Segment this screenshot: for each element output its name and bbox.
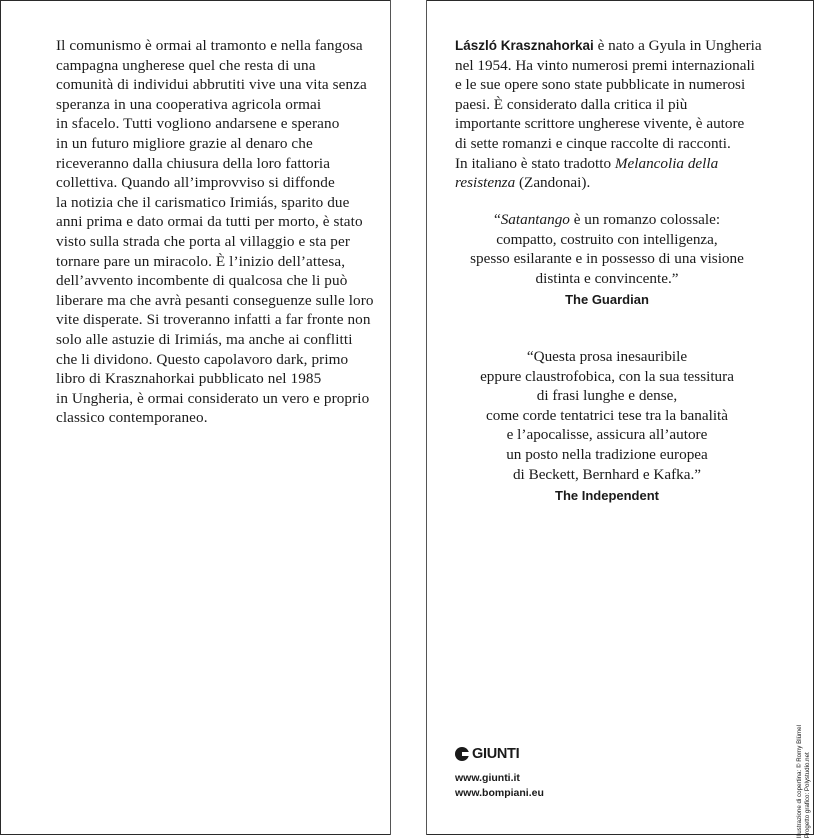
giunti-logo bbox=[455, 746, 519, 762]
url-giunti: www.giunti.it bbox=[455, 772, 520, 784]
quote-line: eppure claustrofobica, con la sua tessitura bbox=[480, 367, 734, 385]
quote-line: spesso esilarante e in possesso di una visione bbox=[470, 250, 744, 268]
synopsis-line: in sfacelo. Tutti vogliono andarsene e sperano bbox=[56, 115, 340, 133]
bio-line: e le sue opere sono state pubblicate in numerosi bbox=[455, 76, 746, 94]
synopsis-line: classico contemporaneo. bbox=[56, 409, 208, 427]
synopsis-line: libro di Krasznahorkai pubblicato nel 1985 bbox=[56, 370, 322, 388]
cover-credits bbox=[796, 725, 812, 838]
quote-line: compatto, costruito con intelligenza, bbox=[496, 230, 718, 248]
spine-strip bbox=[391, 0, 426, 835]
quote-line: e l’apocalisse, assicura all’autore bbox=[506, 426, 708, 444]
quote-line: di frasi lunghe e dense, bbox=[536, 387, 678, 405]
bio-line bbox=[455, 154, 785, 174]
synopsis-line: riceveranno dalla chiusura della loro fattoria bbox=[56, 154, 331, 172]
bio-line-text: è nato a Gyula in Ungheria bbox=[593, 37, 762, 54]
synopsis-line: speranza in una cooperativa agricola ormai bbox=[56, 95, 322, 113]
quote-line bbox=[427, 210, 787, 230]
credit-line: Illustrazione di copertina: © Romy Blümel bbox=[796, 725, 803, 838]
synopsis-line: che li dividono. Questo capolavoro dark, primo bbox=[56, 350, 349, 368]
right-flap bbox=[427, 0, 814, 835]
quote-source: The Guardian bbox=[565, 292, 649, 308]
bio-line-text: (Zandonai). bbox=[515, 174, 591, 192]
review-quote-guardian bbox=[427, 210, 787, 310]
bio-line: paesi. È considerato dalla critica il più bbox=[455, 95, 688, 113]
synopsis-line: solo alle astuzie di Irimiás, ma anche ai conflitti bbox=[56, 330, 353, 348]
synopsis-line: anni prima e dato ormai da tutti per morto, è stato bbox=[56, 213, 363, 231]
quote-line: come corde tentatrici tese tra la banalità bbox=[485, 406, 729, 424]
quote-text: è un romanzo colossale: bbox=[569, 211, 721, 228]
synopsis-line: la notizia che il carismatico Irimiás, sparito due bbox=[56, 193, 350, 211]
bio-line: nel 1954. Ha vinto numerosi premi internazionali bbox=[455, 56, 755, 74]
credit-line: Progetto grafico: Polystudio.net bbox=[804, 752, 811, 838]
synopsis-line: comunità di individui abbrutiti vive una vita senza bbox=[56, 76, 367, 94]
quote-line: “Questa prosa inesauribile bbox=[526, 348, 688, 365]
bio-line-text: In italiano è stato tradotto bbox=[455, 154, 615, 172]
synopsis-line: collettiva. Quando all’improvviso si diffonde bbox=[56, 174, 335, 192]
giunti-logo-icon bbox=[455, 747, 469, 761]
synopsis-line: visto sulla strada che porta al villaggio e sta per bbox=[56, 232, 350, 250]
author-name: László Krasznahorkai bbox=[455, 38, 594, 53]
translated-title: Melancolia della bbox=[614, 154, 719, 172]
url-bompiani: www.bompiani.eu bbox=[455, 787, 544, 799]
synopsis-line: campagna ungherese quel che resta di una bbox=[56, 56, 316, 74]
translated-title-cont: resistenza bbox=[455, 174, 516, 192]
publisher-urls bbox=[455, 771, 544, 801]
synopsis-line: liberare ma che avrà pesanti conseguenze sulle loro bbox=[56, 291, 374, 309]
quote-source: The Independent bbox=[555, 488, 659, 504]
bio-line bbox=[455, 173, 785, 193]
author-bio bbox=[455, 36, 785, 193]
synopsis-line: Il comunismo è ormai al tramonto e nella fangosa bbox=[56, 37, 363, 54]
synopsis-line: vite disperate. Si troveranno infatti a far fronte non bbox=[56, 311, 371, 329]
publisher-logo bbox=[455, 746, 519, 762]
synopsis-line: dell’avvento incombente di qualcosa che li può bbox=[56, 272, 348, 290]
quote-mark: “ bbox=[493, 211, 501, 228]
synopsis-line: in Ungheria, è ormai considerato un vero e proprio bbox=[56, 389, 370, 407]
synopsis-line: tornare pare un miracolo. È l’inizio dell’attesa, bbox=[56, 252, 346, 270]
review-quote-independent bbox=[427, 347, 787, 506]
bio-line bbox=[455, 36, 785, 56]
quote-line: distinta e convincente.” bbox=[535, 269, 679, 287]
bio-line: di sette romanzi e cinque raccolte di racconti. bbox=[455, 134, 731, 152]
synopsis-text bbox=[56, 36, 376, 428]
book-title: Satantango bbox=[500, 211, 570, 228]
quote-line: un posto nella tradizione europea bbox=[506, 445, 708, 463]
synopsis-line: in un futuro migliore grazie al denaro che bbox=[56, 134, 313, 152]
publisher-name: GIUNTI bbox=[472, 746, 520, 762]
left-flap bbox=[0, 0, 390, 835]
bio-line: importante scrittore ungherese vivente, è autore bbox=[455, 115, 745, 133]
quote-line: di Beckett, Bernhard e Kafka.” bbox=[512, 465, 702, 483]
